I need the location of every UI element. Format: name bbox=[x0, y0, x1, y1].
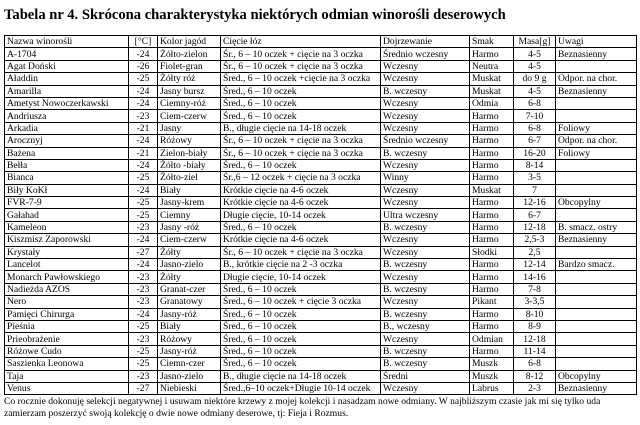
mass-cell: 14-16 bbox=[514, 271, 556, 283]
taste-cell: Harmo bbox=[470, 259, 514, 271]
berry-color-cell: Granatowy bbox=[158, 296, 221, 308]
ripening-cell: B. wczesny bbox=[381, 85, 470, 97]
taste-cell: Harmo bbox=[470, 122, 514, 134]
mass-cell: 16-20 bbox=[514, 147, 556, 159]
variety-name-cell: Bażena bbox=[5, 147, 129, 159]
berry-color-cell: Ciem-czerw bbox=[158, 110, 221, 122]
ripening-cell: Ultra wczesny bbox=[381, 209, 470, 221]
ripening-cell: B. wczesny bbox=[381, 308, 470, 320]
berry-color-cell: Jasny bbox=[158, 122, 221, 134]
notes-cell: Foliowy bbox=[556, 147, 637, 159]
frost-resistance-cell: -24 bbox=[129, 259, 158, 271]
frost-resistance-cell: -24 bbox=[129, 184, 158, 196]
table-row bbox=[5, 358, 637, 370]
table-title: Tabela nr 4. Skrócona charakterystyka niektórych odmian winorośli deserowych bbox=[4, 7, 506, 23]
taste-cell: Neutra bbox=[470, 60, 514, 72]
notes-cell bbox=[556, 159, 637, 171]
variety-name-cell: A-1704 bbox=[5, 48, 129, 60]
table-row bbox=[5, 85, 637, 97]
variety-name-cell: Saszienka Leonowa bbox=[5, 358, 129, 370]
footnote: Co rocznie dokonuję selekcji negatywnej i usuwam niektóre krzewy z mojej kolekcji i nasadzam nowe odmiany. W najbliższym czasie jak mi się tylko uda zamierzam poszerzyć swoją kolekcję o dwie nowe odmiany deserowe, tj: Fieja i Rozmus. bbox=[4, 396, 601, 419]
frost-resistance-cell: -25 bbox=[129, 320, 158, 332]
frost-resistance-cell: -23 bbox=[129, 271, 158, 283]
ripening-cell: Wczesny bbox=[381, 333, 470, 345]
berry-color-cell: Ciem-czerw bbox=[158, 234, 221, 246]
table-row bbox=[5, 184, 637, 196]
ripening-cell: Wczesny bbox=[381, 110, 470, 122]
column-header: Masa[g] bbox=[514, 36, 556, 48]
mass-cell: 12-16 bbox=[514, 197, 556, 209]
berry-color-cell: Biały bbox=[158, 184, 221, 196]
pruning-cell: Śred., 6 – 10 oczek bbox=[221, 110, 381, 122]
column-header: Nazwa winorośli bbox=[5, 36, 129, 48]
mass-cell: 6-7 bbox=[514, 135, 556, 147]
pruning-cell: Śred.,6–10 oczek+Długie 10-14 oczek bbox=[221, 382, 381, 394]
ripening-cell: Wczesny bbox=[381, 122, 470, 134]
taste-cell: Harmo bbox=[470, 147, 514, 159]
column-header: Kolor jagód bbox=[158, 36, 221, 48]
table-row bbox=[5, 234, 637, 246]
notes-cell: Obcopylny bbox=[556, 370, 637, 382]
taste-cell: Harmo bbox=[470, 110, 514, 122]
ripening-cell: Wczesny bbox=[381, 97, 470, 109]
notes-cell bbox=[556, 110, 637, 122]
variety-name-cell: Nadieżda AZOS bbox=[5, 283, 129, 295]
berry-color-cell: Żółty róż bbox=[158, 73, 221, 85]
ripening-cell: Średnio wczesny bbox=[381, 135, 470, 147]
taste-cell: Harmo bbox=[470, 221, 514, 233]
ripening-cell: Wczesny bbox=[381, 184, 470, 196]
mass-cell: 7-10 bbox=[514, 110, 556, 122]
variety-name-cell: FVR-7-9 bbox=[5, 197, 129, 209]
frost-resistance-cell: -25 bbox=[129, 73, 158, 85]
table-row bbox=[5, 221, 637, 233]
table-row bbox=[5, 296, 637, 308]
mass-cell: 8-9 bbox=[514, 320, 556, 332]
notes-cell bbox=[556, 358, 637, 370]
notes-cell bbox=[556, 97, 637, 109]
mass-cell: 12-18 bbox=[514, 333, 556, 345]
ripening-cell: B., wczesny bbox=[381, 320, 470, 332]
pruning-cell: Śred., 6 – 10 oczek bbox=[221, 333, 381, 345]
table-row bbox=[5, 147, 637, 159]
notes-cell: Odpor. na chor. bbox=[556, 135, 637, 147]
mass-cell: 4-5 bbox=[514, 85, 556, 97]
berry-color-cell: Zielon-biały bbox=[158, 147, 221, 159]
table-row bbox=[5, 333, 637, 345]
variety-name-cell: Prieobrażenie bbox=[5, 333, 129, 345]
table-row bbox=[5, 110, 637, 122]
ripening-cell: Średni bbox=[381, 370, 470, 382]
frost-resistance-cell: -24 bbox=[129, 97, 158, 109]
frost-resistance-cell: -23 bbox=[129, 110, 158, 122]
table-row bbox=[5, 246, 637, 258]
table-row bbox=[5, 172, 637, 184]
mass-cell: 8-10 bbox=[514, 308, 556, 320]
pruning-cell: Krótkie cięcie na 4-6 oczek bbox=[221, 234, 381, 246]
frost-resistance-cell: -26 bbox=[129, 60, 158, 72]
frost-resistance-cell: -23 bbox=[129, 283, 158, 295]
notes-cell bbox=[556, 308, 637, 320]
ripening-cell: B. wczesny bbox=[381, 345, 470, 357]
frost-resistance-cell: -21 bbox=[129, 122, 158, 134]
frost-resistance-cell: -23 bbox=[129, 333, 158, 345]
berry-color-cell: Granat-czer bbox=[158, 283, 221, 295]
variety-name-cell: Amarilla bbox=[5, 85, 129, 97]
mass-cell: 12-18 bbox=[514, 221, 556, 233]
notes-cell bbox=[556, 209, 637, 221]
pruning-cell: Śred., 6 – 10 oczek bbox=[221, 159, 381, 171]
column-header: [°C] bbox=[129, 36, 158, 48]
frost-resistance-cell: -25 bbox=[129, 172, 158, 184]
frost-resistance-cell: -23 bbox=[129, 296, 158, 308]
berry-color-cell: Żółto-zielon bbox=[158, 48, 221, 60]
mass-cell: 2-3 bbox=[514, 382, 556, 394]
mass-cell: 6-7 bbox=[514, 209, 556, 221]
variety-name-cell: Ametyst Nowoczerkawski bbox=[5, 97, 129, 109]
variety-name-cell: Lancelot bbox=[5, 259, 129, 271]
taste-cell: Odmia bbox=[470, 97, 514, 109]
ripening-cell: Wczesny bbox=[381, 271, 470, 283]
taste-cell: Muskat bbox=[470, 184, 514, 196]
table-row bbox=[5, 308, 637, 320]
mass-cell: 6-8 bbox=[514, 122, 556, 134]
ripening-cell: Wczesny bbox=[381, 246, 470, 258]
table-row bbox=[5, 320, 637, 332]
variety-name-cell: Pieśnia bbox=[5, 320, 129, 332]
pruning-cell: Śred., 6 – 10 oczek + cięcie 3 oczka bbox=[221, 296, 381, 308]
berry-color-cell: Jasno-zielo bbox=[158, 370, 221, 382]
notes-cell: Foliowy bbox=[556, 122, 637, 134]
taste-cell: Harmo bbox=[470, 308, 514, 320]
frost-resistance-cell: -24 bbox=[129, 48, 158, 60]
mass-cell: 12-14 bbox=[514, 259, 556, 271]
table-row bbox=[5, 370, 637, 382]
ripening-cell: B. wczesny bbox=[381, 147, 470, 159]
pruning-cell: B., krótkie cięcie na 2 -3 oczka bbox=[221, 259, 381, 271]
frost-resistance-cell: -25 bbox=[129, 197, 158, 209]
berry-color-cell: Różowy bbox=[158, 135, 221, 147]
ripening-cell: Wczesny bbox=[381, 296, 470, 308]
berry-color-cell: Żółto -biały bbox=[158, 159, 221, 171]
ripening-cell: B. wczesny bbox=[381, 283, 470, 295]
table-row bbox=[5, 48, 637, 60]
variety-name-cell: Krystały bbox=[5, 246, 129, 258]
pruning-cell: Śred., 6 – 10 oczek bbox=[221, 308, 381, 320]
frost-resistance-cell: -25 bbox=[129, 209, 158, 221]
frost-resistance-cell: -21 bbox=[129, 147, 158, 159]
berry-color-cell: Różowy bbox=[158, 333, 221, 345]
variety-name-cell: Kiszmisz Zaporowski bbox=[5, 234, 129, 246]
taste-cell: Harmo bbox=[470, 271, 514, 283]
frost-resistance-cell: -24 bbox=[129, 135, 158, 147]
ripening-cell: Winny bbox=[381, 172, 470, 184]
notes-cell bbox=[556, 320, 637, 332]
berry-color-cell: Niebieski bbox=[158, 382, 221, 394]
notes-cell: Beznasienny bbox=[556, 382, 637, 394]
variety-name-cell: Arocznyj bbox=[5, 135, 129, 147]
ripening-cell: Wczesny bbox=[381, 234, 470, 246]
taste-cell: Harmo bbox=[470, 209, 514, 221]
pruning-cell: Krótkie cięcie na 4-6 oczek bbox=[221, 197, 381, 209]
variety-name-cell: Bełła bbox=[5, 159, 129, 171]
mass-cell: 11-14 bbox=[514, 345, 556, 357]
frost-resistance-cell: -23 bbox=[129, 370, 158, 382]
variety-name-cell: Andriusza bbox=[5, 110, 129, 122]
taste-cell: Odmian bbox=[470, 333, 514, 345]
column-header: Cięcie łóz bbox=[221, 36, 381, 48]
pruning-cell: Śred., 6 – 10 oczek bbox=[221, 97, 381, 109]
berry-color-cell: Jasny -róż bbox=[158, 221, 221, 233]
berry-color-cell: Jasno-zielo bbox=[158, 259, 221, 271]
notes-cell: Beznasienny bbox=[556, 234, 637, 246]
berry-color-cell: Jasny bursz bbox=[158, 85, 221, 97]
taste-cell: Słodki bbox=[470, 246, 514, 258]
column-header: Dojrzewanie bbox=[381, 36, 470, 48]
table-row bbox=[5, 60, 637, 72]
mass-cell: 7-8 bbox=[514, 283, 556, 295]
mass-cell: 6-8 bbox=[514, 97, 556, 109]
table-row bbox=[5, 382, 637, 394]
pruning-cell: Śr., 6 – 10 oczek + cięcie na 3 oczka bbox=[221, 246, 381, 258]
ripening-cell: B. wczesny bbox=[381, 259, 470, 271]
table-header-row bbox=[5, 36, 637, 48]
frost-resistance-cell: -24 bbox=[129, 234, 158, 246]
taste-cell: Harmo bbox=[470, 234, 514, 246]
pruning-cell: Śred., 6 – 10 oczek bbox=[221, 283, 381, 295]
frost-resistance-cell: -27 bbox=[129, 246, 158, 258]
pruning-cell: Śred., 6 – 10 oczek bbox=[221, 320, 381, 332]
pruning-cell: Śr., 6 – 10 oczek + cięcie na 3 oczka bbox=[221, 147, 381, 159]
ripening-cell: Wczesny bbox=[381, 197, 470, 209]
pruning-cell: Śr., 6 – 10 oczek + cięcie na 3 oczka bbox=[221, 60, 381, 72]
table-row bbox=[5, 283, 637, 295]
variety-name-cell: Venus bbox=[5, 382, 129, 394]
pruning-cell: Długie cięcie, 10-14 oczek bbox=[221, 271, 381, 283]
variety-name-cell: Arkadia bbox=[5, 122, 129, 134]
notes-cell bbox=[556, 271, 637, 283]
taste-cell: Muszk bbox=[470, 370, 514, 382]
notes-cell bbox=[556, 246, 637, 258]
notes-cell bbox=[556, 283, 637, 295]
variety-name-cell: Nero bbox=[5, 296, 129, 308]
frost-resistance-cell: -24 bbox=[129, 85, 158, 97]
berry-color-cell: Ciemny-róż bbox=[158, 97, 221, 109]
mass-cell: do 9 g bbox=[514, 73, 556, 85]
taste-cell: Harmo bbox=[470, 345, 514, 357]
table-body bbox=[5, 48, 637, 395]
pruning-cell: Krótkie cięcie na 4-6 oczek bbox=[221, 184, 381, 196]
variety-name-cell: Monarch Pawłowskiego bbox=[5, 271, 129, 283]
mass-cell: 3-3,5 bbox=[514, 296, 556, 308]
pruning-cell: Śred., 6 – 10 oczek bbox=[221, 358, 381, 370]
ripening-cell: B. wczesny bbox=[381, 221, 470, 233]
berry-color-cell: Ciemny bbox=[158, 209, 221, 221]
taste-cell: Harmo bbox=[470, 320, 514, 332]
mass-cell: 6-8 bbox=[514, 358, 556, 370]
variety-name-cell: Pamięci Chirurga bbox=[5, 308, 129, 320]
pruning-cell: Śred., 6 – 10 oczek bbox=[221, 345, 381, 357]
notes-cell: Beznasienny bbox=[556, 85, 637, 97]
variety-name-cell: Kameleon bbox=[5, 221, 129, 233]
frost-resistance-cell: -27 bbox=[129, 382, 158, 394]
column-header: Smak bbox=[470, 36, 514, 48]
notes-cell bbox=[556, 345, 637, 357]
taste-cell: Muskat bbox=[470, 85, 514, 97]
pruning-cell: B., długie cięcie na 14-18 oczek bbox=[221, 122, 381, 134]
berry-color-cell: Żółto-ziel bbox=[158, 172, 221, 184]
column-header: Uwagi bbox=[556, 36, 637, 48]
notes-cell: Obcopylny bbox=[556, 197, 637, 209]
mass-cell: 7 bbox=[514, 184, 556, 196]
table-row bbox=[5, 97, 637, 109]
table-row bbox=[5, 159, 637, 171]
notes-cell bbox=[556, 333, 637, 345]
pruning-cell: Długie cięcie, 10-14 oczek bbox=[221, 209, 381, 221]
pruning-cell: Śr.,6 – 12 oczek + cięcie na 3 oczka bbox=[221, 172, 381, 184]
notes-cell bbox=[556, 184, 637, 196]
mass-cell: 4-5 bbox=[514, 60, 556, 72]
taste-cell: Muskat bbox=[470, 73, 514, 85]
notes-cell: B. smacz. ostry bbox=[556, 221, 637, 233]
pruning-cell: Śr., 6 – 10 oczek + cięcie na 3 oczka bbox=[221, 48, 381, 60]
variety-name-cell: Różowe Cudo bbox=[5, 345, 129, 357]
taste-cell: Muszk bbox=[470, 358, 514, 370]
notes-cell bbox=[556, 172, 637, 184]
berry-color-cell: Biały bbox=[158, 320, 221, 332]
berry-color-cell: Jasny-krem bbox=[158, 197, 221, 209]
table-row bbox=[5, 271, 637, 283]
ripening-cell: Wczesny bbox=[381, 60, 470, 72]
notes-cell bbox=[556, 60, 637, 72]
grape-varieties-table bbox=[4, 35, 637, 395]
taste-cell: Labrus bbox=[470, 382, 514, 394]
taste-cell: Harmo bbox=[470, 172, 514, 184]
table-row bbox=[5, 197, 637, 209]
berry-color-cell: Żółty bbox=[158, 271, 221, 283]
ripening-cell: Wczesny bbox=[381, 382, 470, 394]
variety-name-cell: Aładdin bbox=[5, 73, 129, 85]
table-row bbox=[5, 122, 637, 134]
mass-cell: 3-5 bbox=[514, 172, 556, 184]
ripening-cell: Wczesny bbox=[381, 73, 470, 85]
berry-color-cell: Żółty bbox=[158, 246, 221, 258]
mass-cell: 2,5 bbox=[514, 246, 556, 258]
mass-cell: 4-5 bbox=[514, 48, 556, 60]
mass-cell: 8-12 bbox=[514, 370, 556, 382]
variety-name-cell: Gałahad bbox=[5, 209, 129, 221]
variety-name-cell: Biły KoKł bbox=[5, 184, 129, 196]
variety-name-cell: Bianca bbox=[5, 172, 129, 184]
frost-resistance-cell: -23 bbox=[129, 221, 158, 233]
notes-cell bbox=[556, 296, 637, 308]
taste-cell: Pikant bbox=[470, 296, 514, 308]
mass-cell: 8-14 bbox=[514, 159, 556, 171]
frost-resistance-cell: -25 bbox=[129, 345, 158, 357]
frost-resistance-cell: -24 bbox=[129, 308, 158, 320]
taste-cell: Harmo bbox=[470, 283, 514, 295]
taste-cell: Harmo bbox=[470, 159, 514, 171]
taste-cell: Harmo bbox=[470, 197, 514, 209]
ripening-cell: Wczesny bbox=[381, 159, 470, 171]
pruning-cell: Śred., 6 – 10 oczek +cięcie na 3 oczka bbox=[221, 73, 381, 85]
pruning-cell: Śr., 6 – 10 oczek + cięcie na 3 oczka bbox=[221, 135, 381, 147]
ripening-cell: Średnio wczesny bbox=[381, 48, 470, 60]
table-row bbox=[5, 73, 637, 85]
pruning-cell: Śred., 6 – 10 oczek bbox=[221, 85, 381, 97]
frost-resistance-cell: -24 bbox=[129, 159, 158, 171]
table-row bbox=[5, 209, 637, 221]
pruning-cell: B., długie cięcie na 14-18 oczek bbox=[221, 370, 381, 382]
frost-resistance-cell: -25 bbox=[129, 358, 158, 370]
variety-name-cell: Taja bbox=[5, 370, 129, 382]
berry-color-cell: Ciemn-czer bbox=[158, 358, 221, 370]
berry-color-cell: Jasny-róż bbox=[158, 345, 221, 357]
mass-cell: 2,5-3 bbox=[514, 234, 556, 246]
table-row bbox=[5, 135, 637, 147]
taste-cell: Harmo bbox=[470, 48, 514, 60]
ripening-cell: B. wczesny bbox=[381, 358, 470, 370]
variety-name-cell: Agat Doński bbox=[5, 60, 129, 72]
berry-color-cell: Fiolet-gran bbox=[158, 60, 221, 72]
notes-cell: Odpor. na chor. bbox=[556, 73, 637, 85]
notes-cell: Beznasienny bbox=[556, 48, 637, 60]
pruning-cell: Śred., 6 – 10 oczek bbox=[221, 221, 381, 233]
taste-cell: Harmo bbox=[470, 135, 514, 147]
table-row bbox=[5, 259, 637, 271]
table-row bbox=[5, 345, 637, 357]
notes-cell: Bardzo smacz. bbox=[556, 259, 637, 271]
berry-color-cell: Jasny-róż bbox=[158, 308, 221, 320]
